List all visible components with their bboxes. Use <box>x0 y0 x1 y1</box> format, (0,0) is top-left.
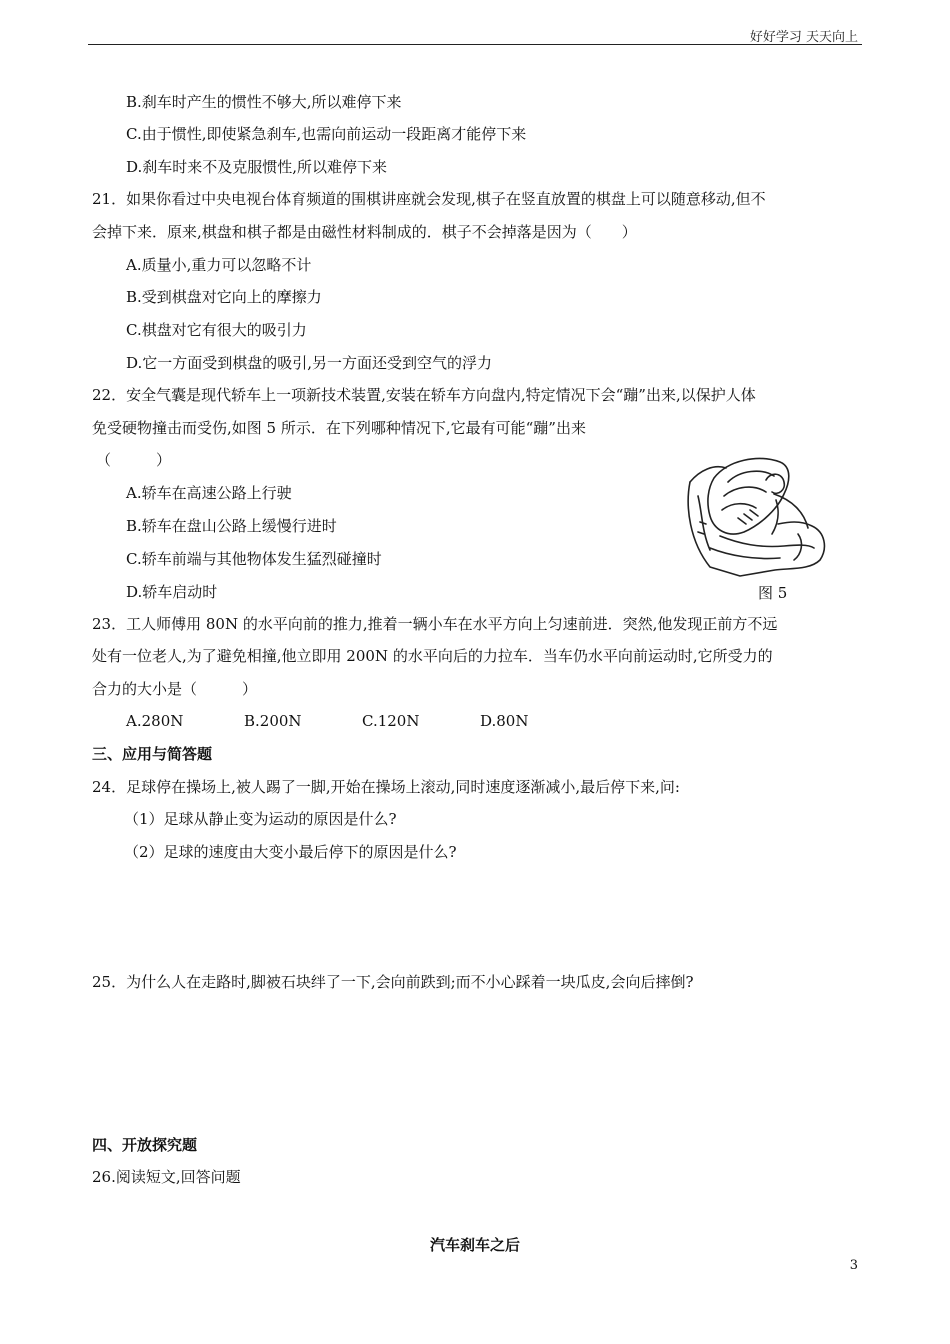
q21-option-d: D.它一方面受到棋盘的吸引,另一方面还受到空气的浮力 <box>126 354 493 372</box>
q23-stem-line1: 23．工人师傅用 80N 的水平向前的推力,推着一辆小车在水平方向上匀速前进．突然,他发现正前方不远 <box>92 615 778 633</box>
q21-option-c: C.棋盘对它有很大的吸引力 <box>126 321 307 339</box>
header-rule <box>88 44 862 45</box>
q23-option-a: A.280N <box>126 712 184 730</box>
q22-option-a: A.轿车在高速公路上行驶 <box>126 484 292 502</box>
q23-option-c: C.120N <box>362 712 420 730</box>
q23-stem-line3: 合力的大小是（ ） <box>92 680 258 698</box>
q21-option-a: A.质量小,重力可以忽略不计 <box>126 256 312 274</box>
q23-option-b: B.200N <box>244 712 302 730</box>
q23-option-d: D.80N <box>480 712 529 730</box>
q21-stem-line1: 21．如果你看过中央电视台体育频道的围棋讲座就会发现,棋子在竖直放置的棋盘上可以随意移动,但不 <box>92 190 766 208</box>
q24-subquestion-2: （2）足球的速度由大变小最后停下的原因是什么? <box>124 843 457 861</box>
section-3-title: 三、应用与简答题 <box>92 745 213 763</box>
q20-option-b: B.刹车时产生的惯性不够大,所以难停下来 <box>126 93 402 111</box>
q20-option-c: C.由于惯性,即使紧急刹车,也需向前运动一段距离才能停下来 <box>126 125 527 143</box>
q21-stem-line2: 会掉下来．原来,棋盘和棋子都是由磁性材料制成的．棋子不会掉落是因为（ ） <box>92 223 637 241</box>
q23-stem-line2: 处有一位老人,为了避免相撞,他立即用 200N 的水平向后的力拉车．当车仍水平向前运动时,它所受力的 <box>92 647 773 665</box>
q22-option-b: B.轿车在盘山公路上缓慢行进时 <box>126 517 337 535</box>
q22-stem-line2: 免受硬物撞击而受伤,如图 5 所示．在下列哪种情况下,它最有可能“蹦”出来 <box>92 419 586 437</box>
q25-stem: 25．为什么人在走路时,脚被石块绊了一下,会向前跌到;而不小心踩着一块瓜皮,会向后摔倒? <box>92 973 694 991</box>
header-motto: 好好学习 天天向上 <box>749 30 858 45</box>
article-title: 汽车刹车之后 <box>429 1236 520 1254</box>
section-4-title: 四、开放探究题 <box>92 1136 198 1154</box>
q26-stem: 26.阅读短文,回答问题 <box>92 1168 241 1186</box>
page-number: 3 <box>849 1258 858 1273</box>
q22-option-c: C.轿车前端与其他物体发生猛烈碰撞时 <box>126 550 382 568</box>
figure-5-caption: 图 5 <box>758 584 788 602</box>
q22-stem-line1: 22．安全气囊是现代轿车上一项新技术装置,安装在轿车方向盘内,特定情况下会“蹦”出来,以保护人体 <box>92 386 756 404</box>
q24-stem: 24．足球停在操场上,被人踢了一脚,开始在操场上滚动,同时速度逐渐减小,最后停下来,问: <box>92 778 680 796</box>
q22-option-d: D.轿车启动时 <box>126 583 218 601</box>
q20-option-d: D.刹车时来不及克服惯性,所以难停下来 <box>126 158 388 176</box>
airbag-illustration <box>680 452 830 580</box>
q22-answer-blank: （ ） <box>96 451 172 469</box>
q21-option-b: B.受到棋盘对它向上的摩擦力 <box>126 288 322 306</box>
q24-subquestion-1: （1）足球从静止变为运动的原因是什么? <box>124 810 397 828</box>
